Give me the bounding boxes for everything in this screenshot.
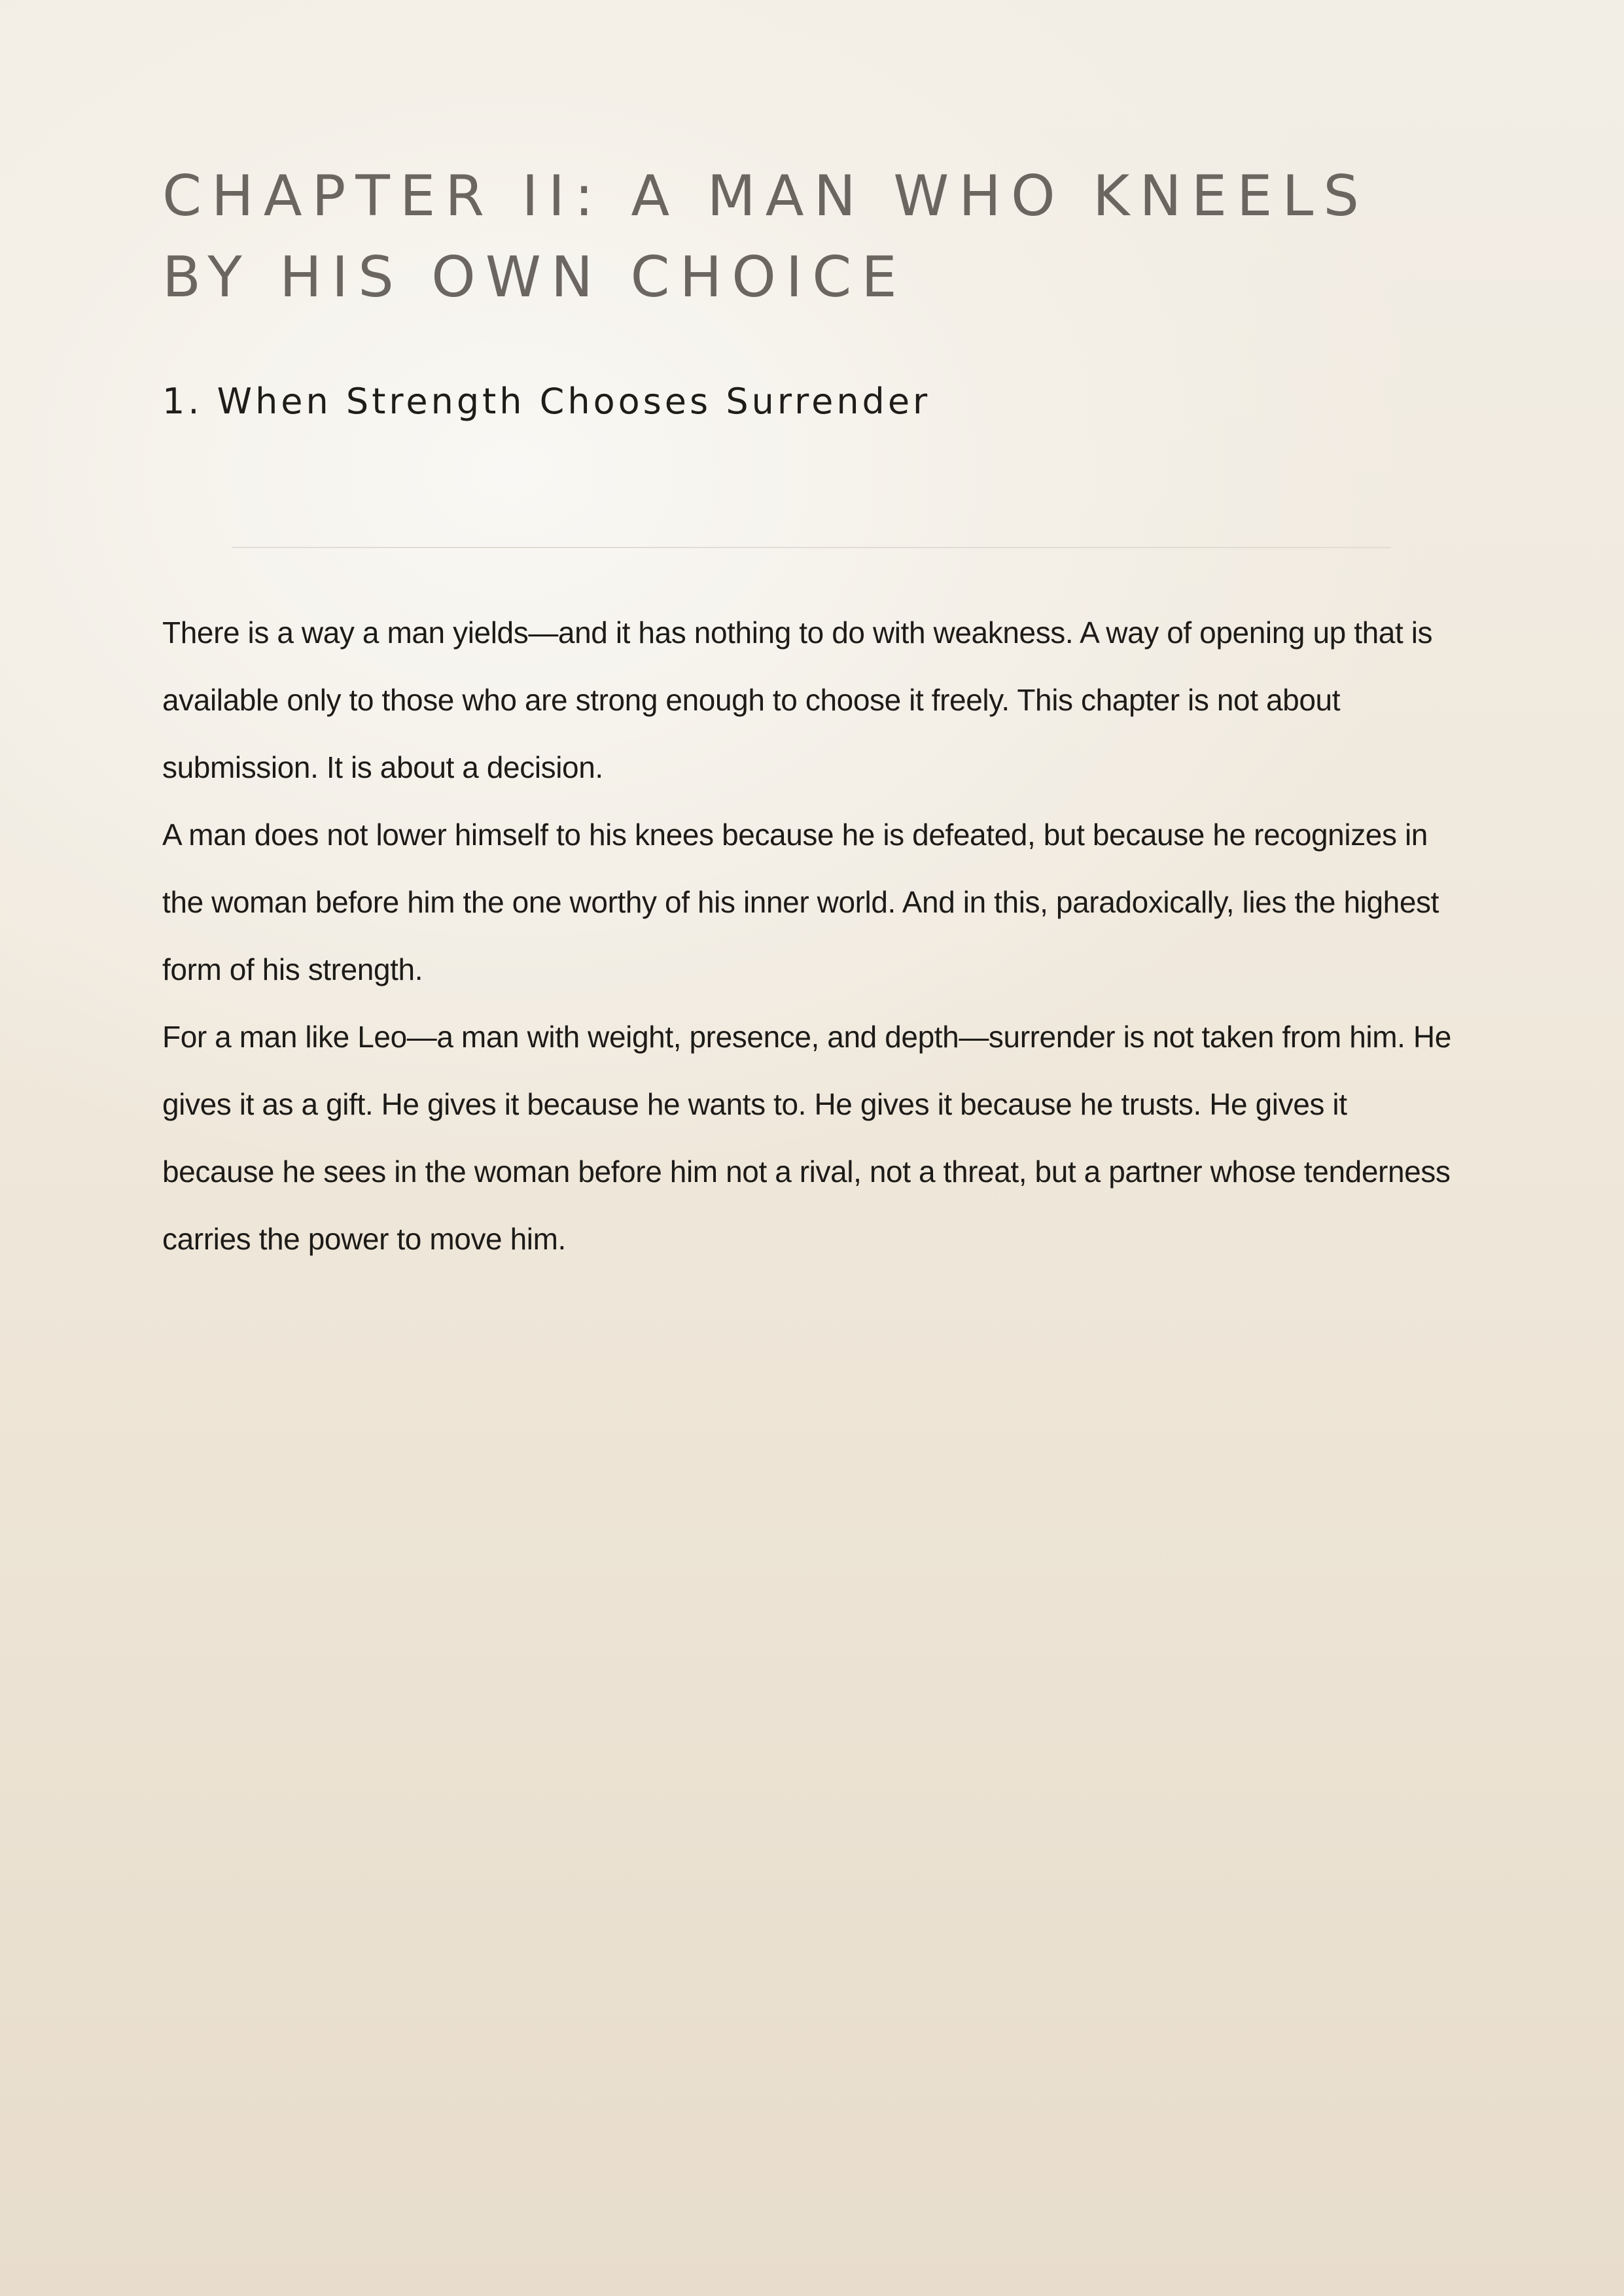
chapter-title: CHAPTER II: A MAN WHO KNEELS BY HIS OWN CHOICE <box>162 164 1369 310</box>
paragraph-1: There is a way a man yields—and it has nothing to do with weakness. A way of opening up that is available only to those who are strong enough to choose it freely. This chapter is not about submission. It is about a decision. <box>162 616 1433 784</box>
paragraph-2: A man does not lower himself to his knees because he is defeated, but because he recognizes in the woman before him the one worthy of his inner world. And in this, paradoxically, lies the highest form of his strength. <box>162 818 1439 986</box>
section-divider <box>232 547 1391 548</box>
section-title: 1. When Strength Chooses Surrender <box>162 381 931 422</box>
document-page <box>162 0 1462 2296</box>
paragraph-3: For a man like Leo—a man with weight, presence, and depth—surrender is not taken from him. He gives it as a gift. He gives it because he wants to. He gives it because he trusts. He gives it because he sees in the woman before him not a rival, not a threat, but a partner whose tenderness carries the power to move him. <box>162 1020 1451 1256</box>
body-text <box>162 599 1462 1273</box>
